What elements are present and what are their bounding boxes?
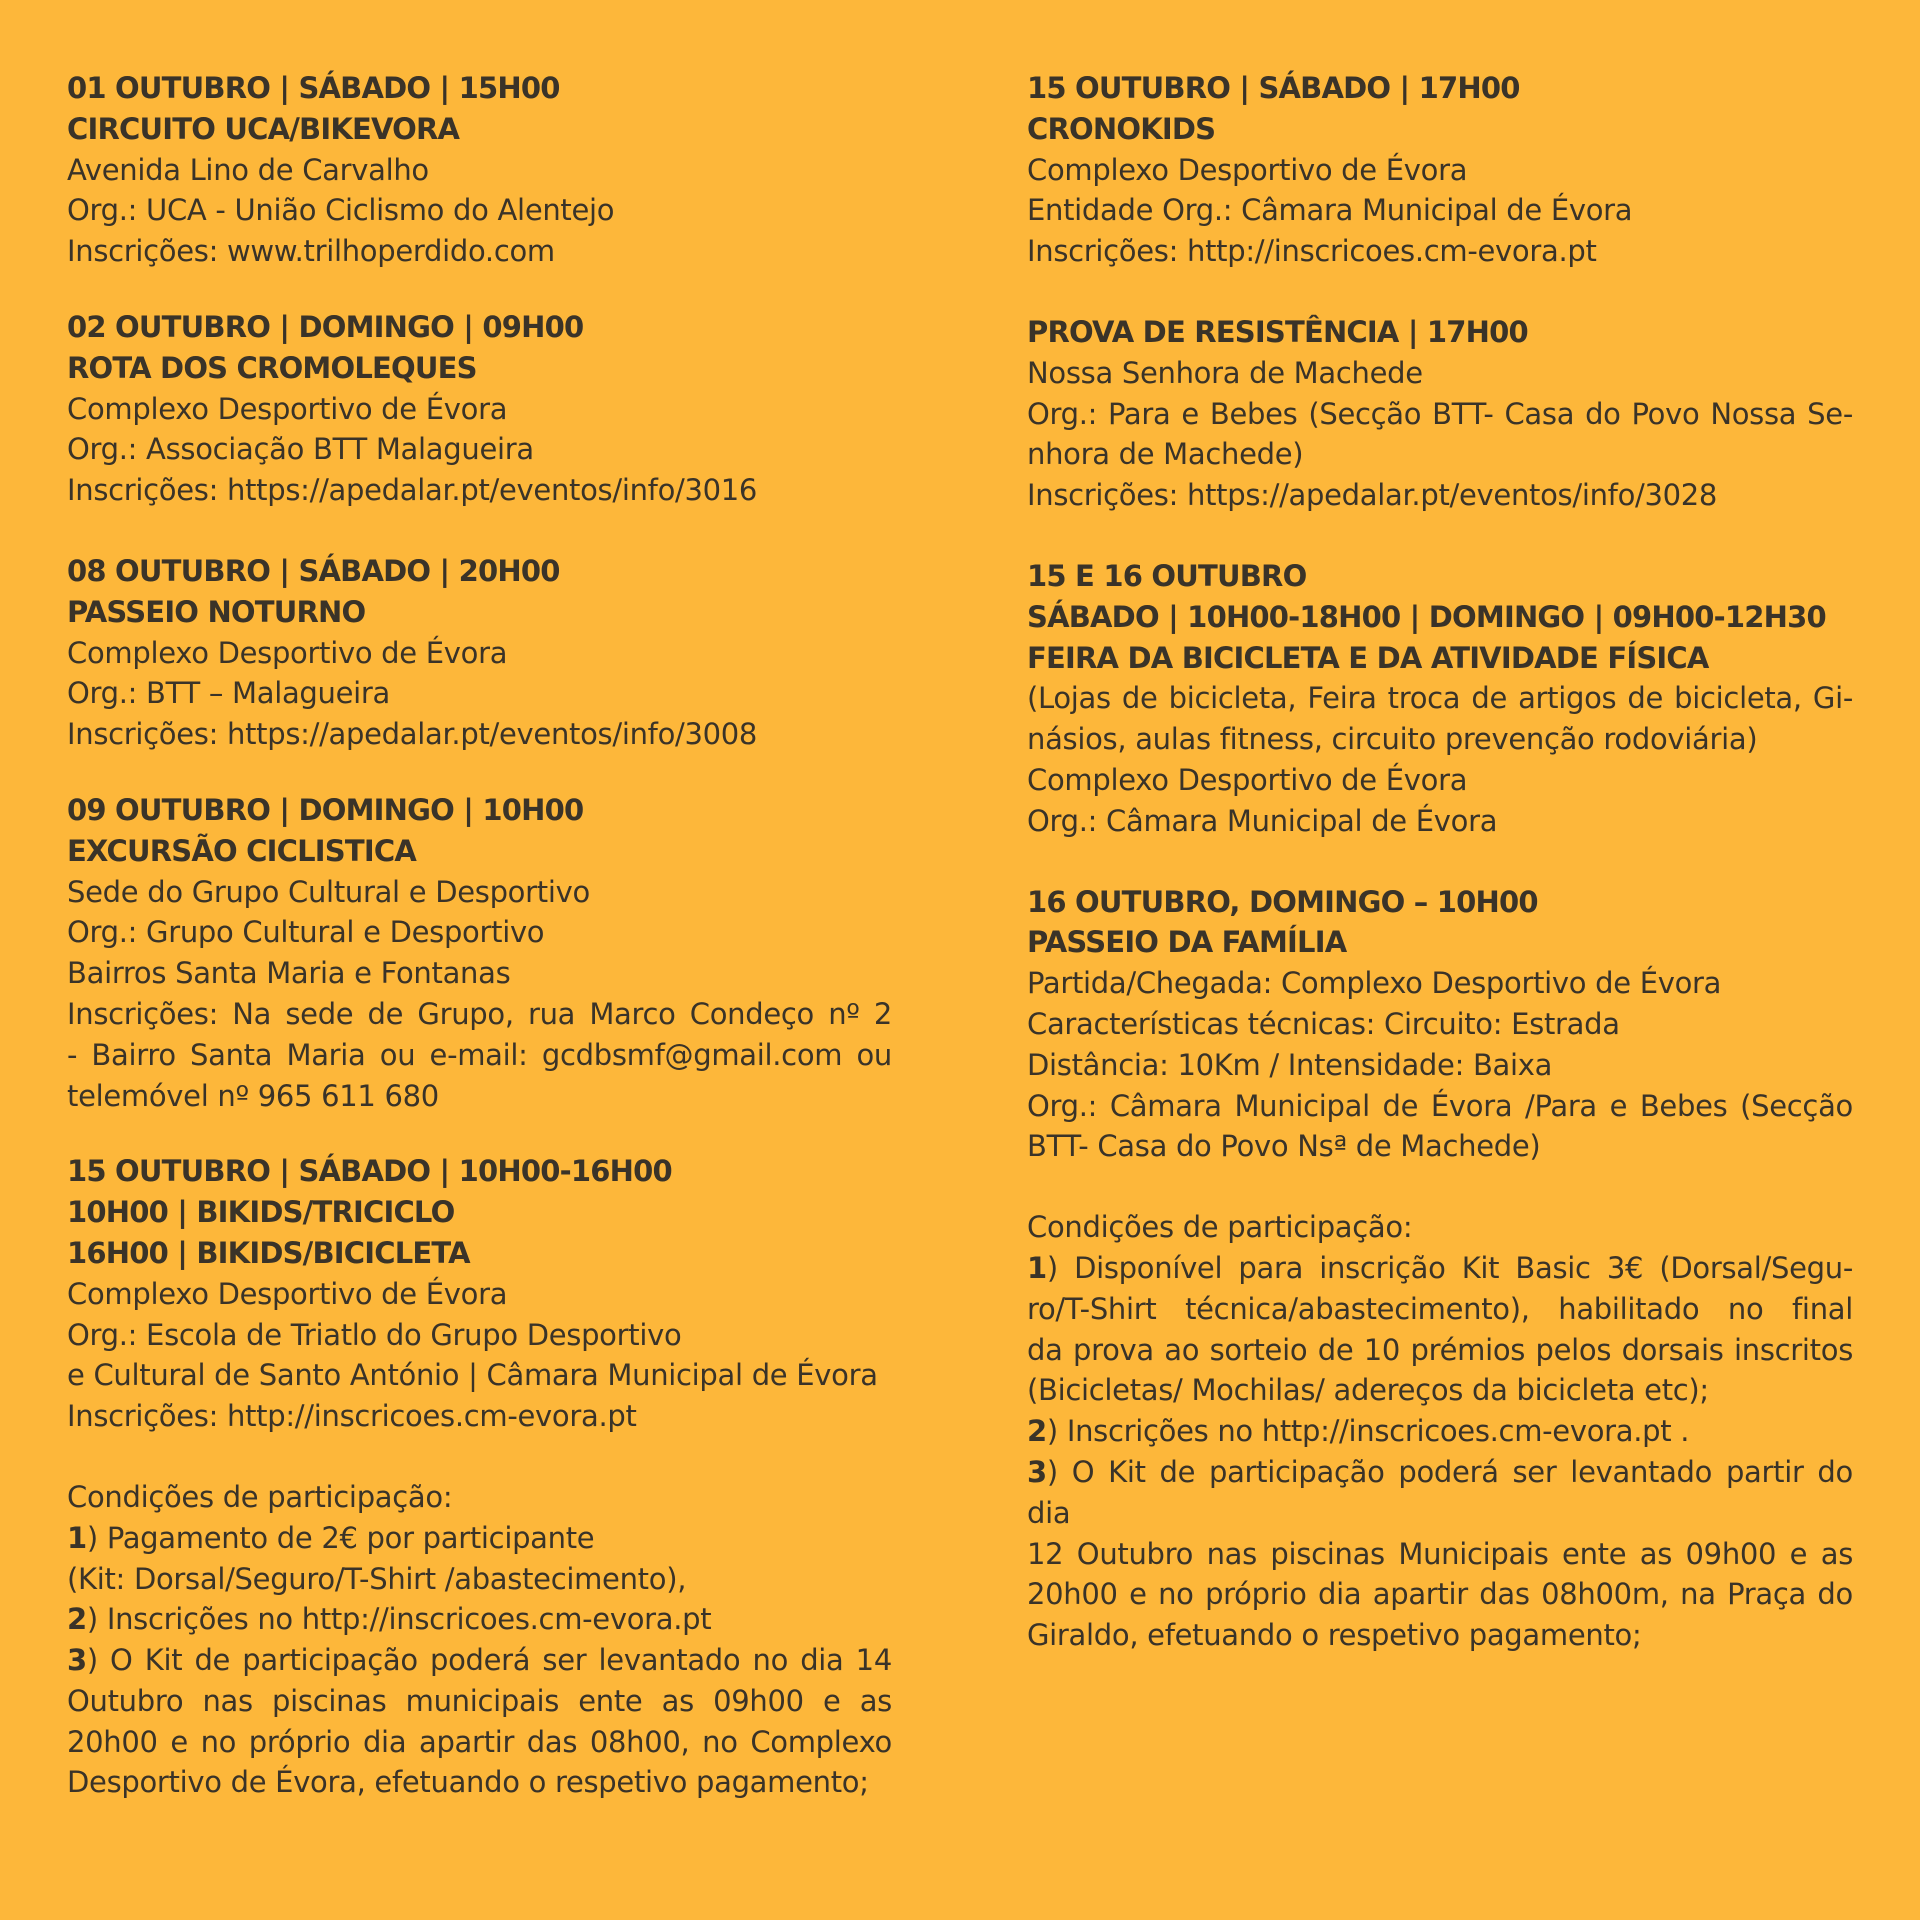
condition-text: ) O Kit de participação poderá ser levantado partir do dia	[1027, 1454, 1853, 1530]
event-registration: Inscrições: https://apedalar.pt/eventos/info/3008	[67, 717, 758, 752]
condition-text: ) Inscrições no http://inscricoes.cm-evora.pt .	[1046, 1414, 1690, 1449]
condition-text: ) Inscrições no http://inscricoes.cm-evora.pt	[86, 1602, 712, 1637]
event-title: FEIRA DA BICICLETA E DA ATIVIDADE FÍSICA	[1027, 640, 1709, 675]
condition-1	[67, 1518, 892, 1559]
event-description-cont: násios, aulas fitness, circuito prevenção rodoviária)	[1027, 722, 1758, 757]
event-location: Complexo Desportivo de Évora	[67, 635, 508, 670]
event-title: PROVA DE RESISTÊNCIA | 17H00	[1027, 314, 1528, 349]
condition-number: 3	[1027, 1454, 1047, 1489]
condition-1-cont: (Bicicletas/ Mochilas/ adereços da bicicleta etc);	[1027, 1373, 1709, 1408]
condition-text: ) Disponível para inscrição Kit Basic 3€ (Dorsal/Segu-	[1046, 1250, 1853, 1285]
event-date: 15 E 16 OUTUBRO	[1027, 558, 1307, 593]
event-distance: Distância: 10Km / Intensidade: Baixa	[1027, 1047, 1553, 1082]
event-registration: Inscrições: http://inscricoes.cm-evora.pt	[1027, 234, 1597, 269]
event-subtitle-triciclo: 10H00 | BIKIDS/TRICICLO	[67, 1195, 455, 1230]
condition-text: ) O Kit de participação poderá ser levantado no dia 14	[86, 1643, 892, 1678]
condition-number: 1	[67, 1520, 87, 1555]
event-title: CRONOKIDS	[1027, 111, 1216, 146]
event-title: EXCURSÃO CICLISTICA	[67, 833, 416, 868]
event-registration-phone: telemóvel nº 965 611 680	[67, 1078, 439, 1113]
event-date: 15 OUTUBRO | SÁBADO | 17H00	[1027, 71, 1520, 105]
participation-conditions-left	[67, 1477, 892, 1803]
left-column	[67, 68, 892, 1803]
event-prova-resistencia	[1027, 312, 1853, 516]
event-organizer: Org.: Câmara Municipal de Évora	[1027, 803, 1498, 838]
condition-3	[67, 1640, 892, 1681]
condition-1	[1027, 1248, 1853, 1289]
event-date: 16 OUTUBRO, DOMINGO – 10H00	[1027, 884, 1538, 919]
condition-number: 2	[67, 1602, 87, 1637]
condition-1-cont: da prova ao sorteio de 10 prémios pelos dorsais inscritos	[1027, 1332, 1853, 1367]
condition-number: 2	[1027, 1414, 1047, 1449]
event-description: (Lojas de bicicleta, Feira troca de artigos de bicicleta, Gi-	[1027, 681, 1853, 716]
event-registration-cont: - Bairro Santa Maria ou e-mail: gcdbsmf@gmail.com ou	[67, 1037, 892, 1072]
event-title: PASSEIO NOTURNO	[67, 594, 366, 629]
condition-3	[1027, 1452, 1853, 1534]
condition-1-cont: ro/T-Shirt técnica/abastecimento), habilitado no final	[1027, 1291, 1853, 1326]
event-organizer-cont: nhora de Machede)	[1027, 437, 1304, 472]
condition-3-cont: 20h00 e no próprio dia apartir das 08h00, no Complexo	[67, 1724, 892, 1759]
event-title: PASSEIO DA FAMÍLIA	[1027, 925, 1347, 960]
event-date: 09 OUTUBRO | DOMINGO | 10H00	[67, 792, 584, 827]
event-organizer-cont: e Cultural de Santo António | Câmara Municipal de Évora	[67, 1358, 878, 1393]
event-location: Partida/Chegada: Complexo Desportivo de Évora	[1027, 966, 1722, 1001]
participation-conditions-right	[1027, 1207, 1853, 1656]
event-excursao-ciclistica	[67, 790, 892, 1116]
event-location: Sede do Grupo Cultural e Desportivo	[67, 874, 590, 909]
event-date: 08 OUTUBRO | SÁBADO | 20H00	[67, 553, 560, 588]
conditions-title: Condições de participação:	[1027, 1210, 1413, 1245]
event-registration: Inscrições: https://apedalar.pt/eventos/info/3028	[1027, 478, 1718, 513]
event-registration: Inscrições: www.trilhoperdido.com	[67, 234, 555, 269]
condition-3-cont: Desportivo de Évora, efetuando o respetivo pagamento;	[67, 1765, 869, 1800]
event-technical: Características técnicas: Circuito: Estrada	[1027, 1006, 1620, 1041]
event-registration: Inscrições: Na sede de Grupo, rua Marco Condeço nº 2	[67, 996, 892, 1031]
event-location: Complexo Desportivo de Évora	[1027, 762, 1468, 797]
event-organizer: Org.: Câmara Municipal de Évora /Para e Bebes (Secção	[1027, 1088, 1853, 1123]
condition-3-cont: Giraldo, efetuando o respetivo pagamento;	[1027, 1618, 1642, 1653]
event-registration: Inscrições: https://apedalar.pt/eventos/info/3016	[67, 473, 758, 508]
conditions-title: Condições de participação:	[67, 1479, 453, 1514]
event-organizer: Org.: Grupo Cultural e Desportivo	[67, 915, 545, 950]
right-column	[1027, 68, 1853, 1656]
condition-1-cont: (Kit: Dorsal/Seguro/T-Shirt /abastecimento),	[67, 1561, 687, 1596]
event-location: Complexo Desportivo de Évora	[67, 391, 508, 426]
condition-number: 3	[67, 1643, 87, 1678]
event-organizer-cont: BTT- Casa do Povo Nsª de Machede)	[1027, 1129, 1541, 1164]
event-location: Nossa Senhora de Machede	[1027, 355, 1423, 390]
event-date: 15 OUTUBRO | SÁBADO | 10H00-16H00	[67, 1154, 672, 1189]
condition-2	[1027, 1411, 1853, 1452]
event-location: Avenida Lino de Carvalho	[67, 152, 429, 187]
event-date: 02 OUTUBRO | DOMINGO | 09H00	[67, 309, 584, 344]
event-title: CIRCUITO UCA/BIKEVORA	[67, 111, 460, 146]
event-location: Complexo Desportivo de Évora	[67, 1276, 508, 1311]
condition-number: 1	[1027, 1250, 1047, 1285]
condition-2	[67, 1599, 892, 1640]
event-organizer: Org.: UCA - União Ciclismo do Alentejo	[67, 193, 615, 228]
event-date: 01 OUTUBRO | SÁBADO | 15H00	[67, 71, 560, 105]
event-location: Complexo Desportivo de Évora	[1027, 152, 1468, 187]
event-subtitle-bicicleta: 16H00 | BIKIDS/BICICLETA	[67, 1235, 470, 1270]
event-registration: Inscrições: http://inscricoes.cm-evora.pt	[67, 1399, 637, 1434]
event-organizer: Org.: BTT – Malagueira	[67, 676, 391, 711]
event-hours: SÁBADO | 10H00-18H00 | DOMINGO | 09H00-12H30	[1027, 599, 1826, 634]
event-title: ROTA DOS CROMOLEQUES	[67, 350, 477, 385]
event-organizer-cont: Bairros Santa Maria e Fontanas	[67, 956, 511, 991]
condition-3-cont: 12 Outubro nas piscinas Municipais ente as 09h00 e as	[1027, 1536, 1853, 1571]
condition-text: ) Pagamento de 2€ por participante	[86, 1520, 595, 1555]
event-organizer: Org.: Escola de Triatlo do Grupo Desportivo	[67, 1317, 682, 1352]
event-organizer: Org.: Associação BTT Malagueira	[67, 432, 534, 467]
event-organizer: Org.: Para e Bebes (Secção BTT- Casa do Povo Nossa Se-	[1027, 396, 1853, 431]
event-circuito-uca	[67, 68, 892, 272]
event-passeio-noturno	[67, 551, 892, 755]
event-rota-cromoleques	[67, 307, 892, 511]
condition-3-cont: Outubro nas piscinas municipais ente as 09h00 e as	[67, 1683, 892, 1718]
event-cronokids	[1027, 68, 1853, 272]
event-organizer: Entidade Org.: Câmara Municipal de Évora	[1027, 193, 1633, 228]
event-feira-bicicleta	[1027, 556, 1853, 842]
event-passeio-familia	[1027, 882, 1853, 1168]
event-bikids	[67, 1151, 892, 1437]
condition-3-cont: 20h00 e no próprio dia apartir das 08h00m, na Praça do	[1027, 1577, 1853, 1612]
